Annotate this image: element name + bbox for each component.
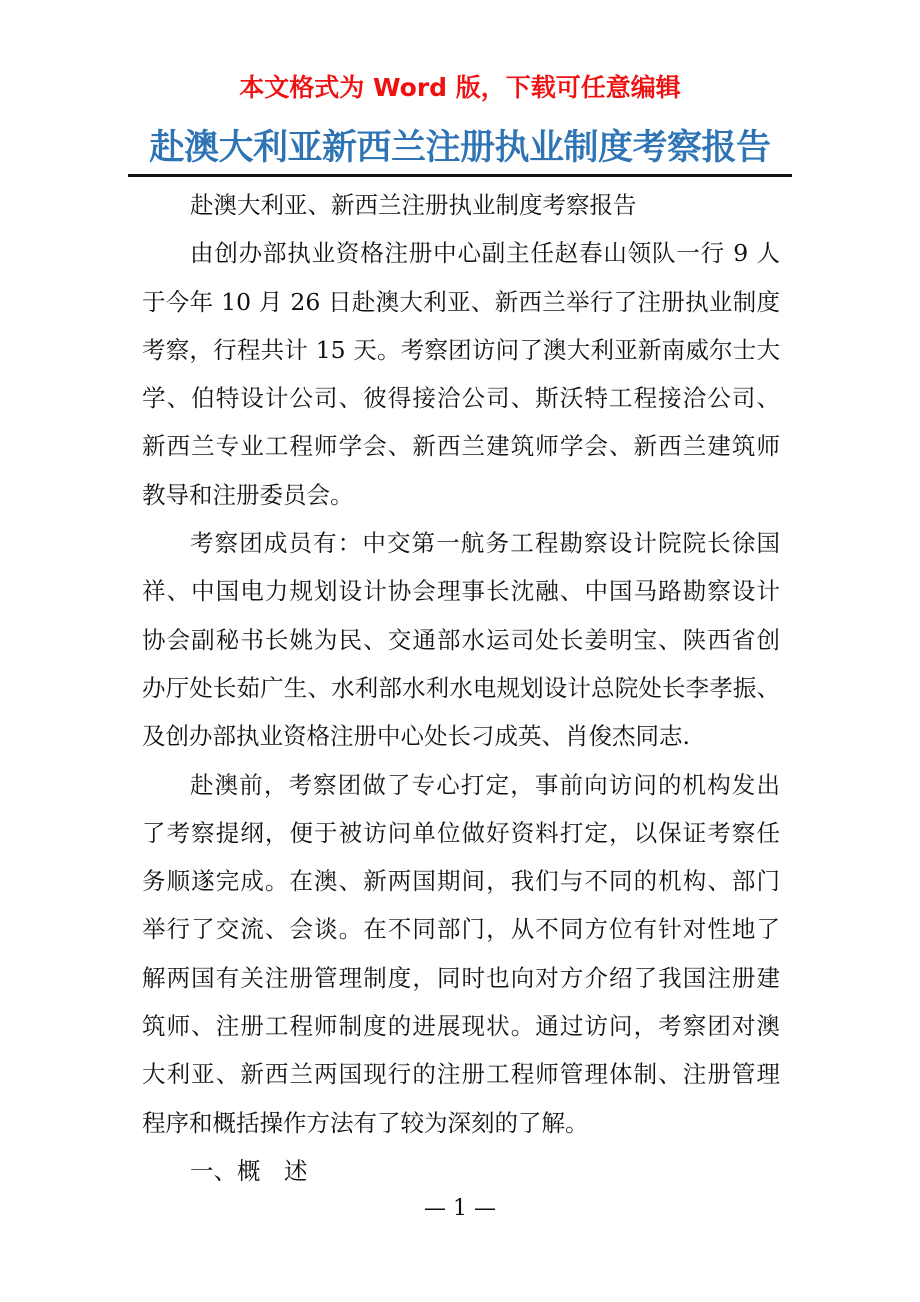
- document-title: 赴澳大利亚新西兰注册执业制度考察报告: [149, 128, 771, 168]
- text-line: 程序和概括操作方法有了较为深刻的了解。: [142, 1108, 589, 1137]
- text-line: 新西兰专业工程师学会、新西兰建筑师学会、新西兰建筑师: [142, 432, 780, 461]
- text-line: 务顺遂完成。在澳、新两国期间，我们与不同的机构、部门: [142, 867, 780, 896]
- text-line: 举行了交流、会谈。在不同部门，从不同方位有针对性地了: [142, 915, 780, 944]
- word-format-banner: 本文格式为 Word 版，下载可任意编辑: [239, 73, 681, 102]
- text-line: 赴澳前，考察团做了专心打定，事前向访问的机构发出: [190, 770, 780, 799]
- document-body: [142, 181, 780, 1195]
- text-line: 祥、中国电力规划设计协会理事长沈融、中国马路勘察设计: [142, 577, 780, 606]
- text-line: 及创办部执业资格注册中心处长刁成英、肖俊杰同志.: [142, 722, 690, 751]
- text-line: 于今年 10 月 26 日赴澳大利亚、新西兰举行了注册执业制度: [142, 287, 780, 316]
- text-line: 学、伯特设计公司、彼得接洽公司、斯沃特工程接洽公司、: [142, 384, 780, 413]
- text-line: 考察，行程共计 15 天。考察团访问了澳大利亚新南威尔士大: [142, 335, 780, 364]
- text-line: 筑师、注册工程师制度的进展现状。通过访问，考察团对澳: [142, 1012, 780, 1041]
- page-number: — 1 —: [424, 1196, 496, 1221]
- title-divider: [128, 174, 792, 177]
- text-line: 办厅处长茹广生、水利部水利水电规划设计总院处长李孝振、: [142, 673, 780, 702]
- text-line: 解两国有关注册管理制度，同时也向对方介绍了我国注册建: [142, 963, 780, 992]
- text-line: 由创办部执业资格注册中心副主任赵春山领队一行 9 人: [190, 239, 780, 268]
- text-line: 一、概 述: [190, 1156, 308, 1185]
- text-line: 教导和注册委员会。: [142, 480, 354, 509]
- text-line: 协会副秘书长姚为民、交通部水运司处长姜明宝、陕西省创: [142, 625, 780, 654]
- text-line: 大利亚、新西兰两国现行的注册工程师管理体制、注册管理: [142, 1060, 780, 1089]
- text-line: 考察团成员有：中交第一航务工程勘察设计院院长徐国: [190, 529, 780, 558]
- text-line: 了考察提纲，便于被访问单位做好资料打定，以保证考察任: [142, 818, 780, 847]
- text-line: 赴澳大利亚、新西兰注册执业制度考察报告: [190, 191, 637, 219]
